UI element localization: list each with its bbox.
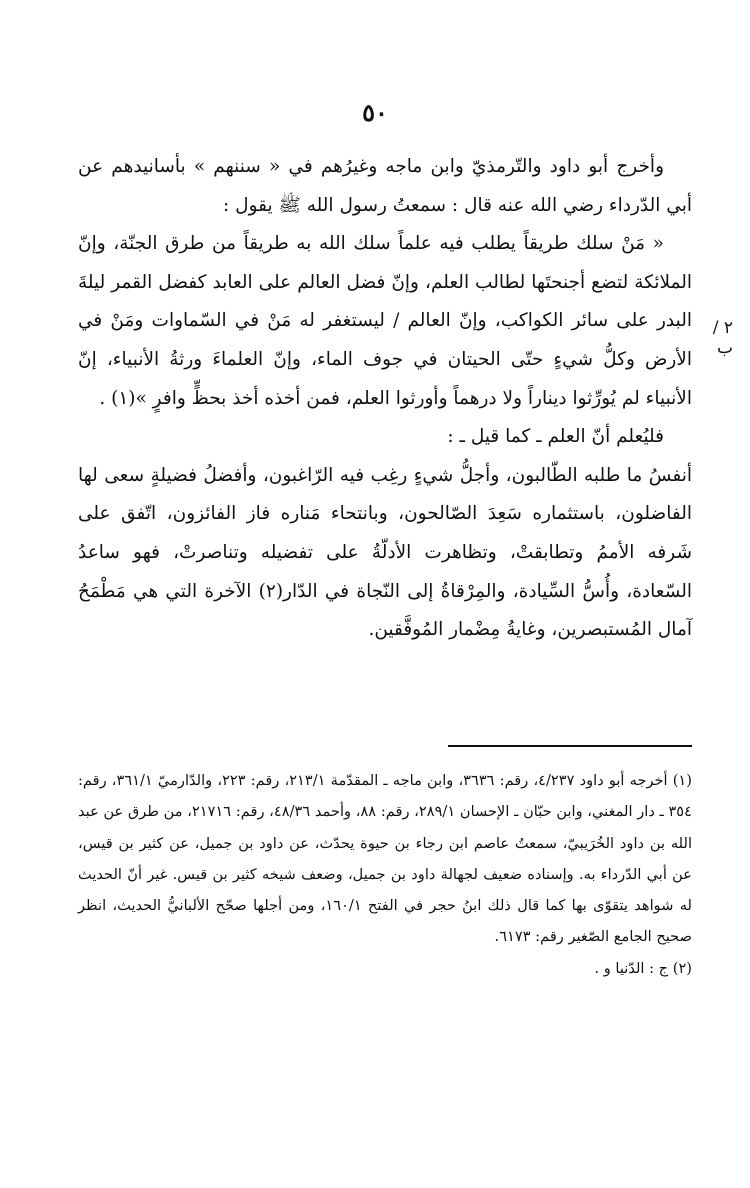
paragraph-hadith-text: « مَنْ سلك طريقاً يطلب فيه علماً سلك الله به طريقاً من طرق الجنّة، وإنّ الملائكة لتضع أجنحتَها لطالب العلم، وإنّ فضل العالم على العابد كفضل القمر ليلةَ البدر على سائر الكواكب، وإنّ العالم / ليستغفر له مَنْ في السّماوات ومَنْ في الأرض وكلُّ شيءٍ حتّى الحيتان في جوف الماء، وإنّ العلماءَ ورثةُ الأنبياء، إنّ الأنبياء لم يُورِّثوا ديناراً ولا درهماً وأورثوا العلم، فمن أخذه أخذ بحظٍّ وافرٍ »(١) . [78,233,692,409]
paragraph-knowledge-heading: فليُعلم أنّ العلم ـ كما قيل ـ : [447,426,664,448]
footnotes [78,765,692,984]
paragraph-hadith-intro: وأخرج أبو داود والتّرمذيّ وابن ماجه وغيرُهم في « سننهم » بأسانيدهم عن أبي الدّرداء رضي الله عنه قال : سمعتُ رسول الله ﷺ يقول : [78,156,692,216]
paragraph-knowledge-praise: أنفسُ ما طلبه الطّالبون، وأجلُّ شيءٍ رغِب فيه الرّاغبون، وأفضلُ فضيلةٍ سعى لها الفاضلون، باستثماره سَعِدَ الصّالحون، وبانتحاء مَناره فاز الفائزون، اتّفق على شَرفه الأممُ وتطابقتْ، وتظاهرت الأدلّةُ على تفضيله وتناصرتْ، فهو ساعدُ السّعادة، وأُسُّ السِّيادة، والمِرْقاةُ إلى النّجاة في الدّار(٢) الآخرة التي هي مَطْمَحُ آمال المُستبصرين، وغايةُ مِضْمار المُوفَّقين. [78,464,692,641]
footnote-2: (٢) ج : الدّنيا و . [594,959,692,977]
footnote-divider [448,745,692,747]
margin-folio-note: ٢ / ب [712,318,733,358]
footnote-1: (١) أخرجه أبو داود ٤/٢٣٧، رقم: ٣٦٣٦، وابن ماجه ـ المقدّمة ٢١٣/١، رقم: ٢٢٣، والدّارميّ ٣٦١/١، رقم: ٣٥٤ ـ دار المغني، وابن حبّان ـ الإحسان ٢٨٩/١، رقم: ٨٨، وأحمد ٤٨/٣٦، رقم: ٢١٧١٦، من طرق عن عبد الله بن داود الخُرَيبيّ، سمعتُ عاصم ابن رجاء بن حيوة يحدّث، عن داود بن جميل، عن كثير بن قيس، عن أبي الدّرداء به. وإسناده ضعيف لجهالة داود بن جميل، وضعف شيخه كثير بن قيس. غير أنّ الحديث له شواهد يتقوّى بها كما قال ذلك ابنُ حجر في الفتح ١٦٠/١، ومن أجلها صحّح الألبانيُّ الحديث، انظر صحيح الجامع الصّغير رقم: ٦١٧٣. [78,772,692,946]
main-text [78,148,692,650]
page-number: ٥٠ [362,98,388,127]
